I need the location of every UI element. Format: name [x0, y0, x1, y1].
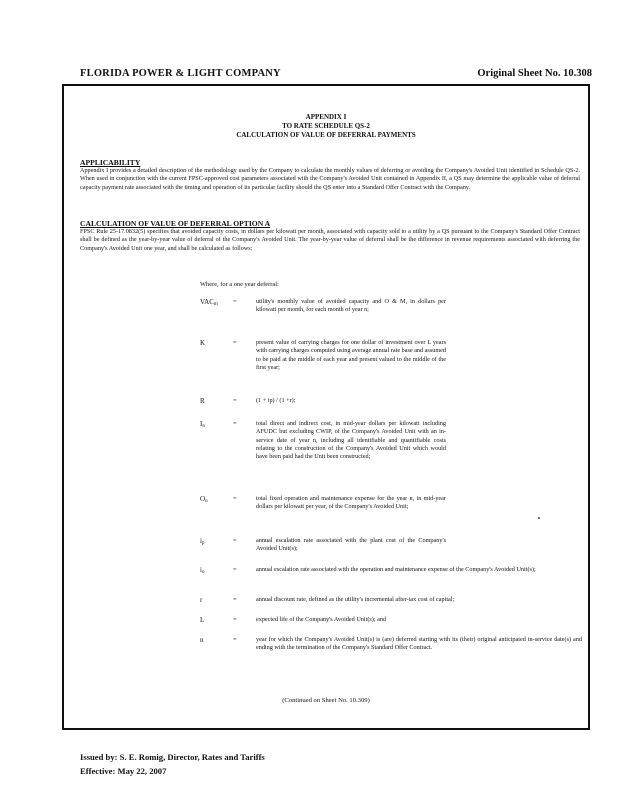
- appendix-title: APPENDIX I: [305, 113, 347, 121]
- continued-note: (Continued on Sheet No. 10.309): [282, 697, 370, 704]
- definition-r: (1 + ip) / (1 +r);: [256, 397, 296, 404]
- equals-sign: =: [233, 397, 237, 404]
- equals-sign: =: [233, 495, 237, 502]
- option-a-heading: CALCULATION OF VALUE OF DEFERRAL OPTION A: [80, 219, 271, 228]
- definition-vac: utility's monthly value of avoided capacity and O & M, in dollars per kilowatt per month, for each month of year n;: [256, 298, 446, 314]
- sheet-number: Original Sheet No. 10.308: [477, 68, 592, 79]
- equals-sign: =: [233, 298, 237, 305]
- symbol-in: $I_n$: [200, 420, 205, 429]
- option-a-text: FPSC Rule 25-17.0832(5) specifies that avoided capacity costs, in dollars per kilowatt per month, associated with capacity sold to a utility by a QS pursuant to the Company's Standard Offer Contract shall be defined as the year-by-year value of deferral of the Company's Avoided Unit. The year-by-year value of deferral shall be the difference in revenue requirements associated with deferring the Company's Avoided Unit one year, and shall be calculated as follows:: [80, 228, 580, 252]
- definition-in: total direct and indirect cost, in mid-year dollars per kilowatt including AFUDC but excluding CWIP, of the Company's Avoided Unit with an in-service date of year n, including all identifiable and quantifiable costs relating to the construction of the Company's Avoided Unit which would have been paid had the Unit been constructed;: [256, 420, 446, 461]
- where-intro: Where, for a one year deferral:: [200, 281, 279, 288]
- symbol-vac: $VAC_m$: [200, 298, 218, 307]
- effective-date: Effective: May 22, 2007: [80, 766, 167, 776]
- definition-ip: annual escalation rate associated with the plant cost of the Company's Avoided Unit(s);: [256, 537, 446, 553]
- symbol-k: K: [200, 339, 206, 347]
- appendix-heading: CALCULATION OF VALUE OF DEFERRAL PAYMENTS: [236, 131, 416, 139]
- symbol-on: $O_n$: [200, 495, 208, 504]
- equals-sign: =: [233, 339, 237, 346]
- symbol-l: L: [200, 616, 205, 624]
- symbol-ip: $i_p$: [200, 537, 205, 546]
- equals-sign: =: [233, 596, 237, 603]
- equals-sign: =: [233, 420, 237, 427]
- equals-sign: =: [233, 616, 237, 623]
- issued-by: Issued by: S. E. Romig, Director, Rates and Tariffs: [80, 752, 265, 762]
- definition-on: total fixed operation and maintenance expense for the year n, in mid-year dollars per kilowatt per year, of the Company's Avoided Unit;: [256, 495, 446, 511]
- symbol-discount-r: r: [200, 596, 203, 604]
- definition-io: annual escalation rate associated with the operation and maintenance expense of the Company's Avoided Unit(s);: [256, 566, 536, 573]
- symbol-io: $i_o$: [200, 566, 205, 575]
- applicability-text: Appendix I provides a detailed description of the methodology used by the Company to calculate the monthly values of deferring or avoiding the Company's Avoided Unit identified in Schedule QS-2. When used in conjunction with the current FPSC-approved cost parameters associated with the Company's Avoided Unit contained in Appendix II, a QS may determine the applicable value of deferral capacity payment rate associated with the timing and operation of its particular facility should the QS enter into a Standard Offer Contract with the Company.: [80, 167, 580, 191]
- appendix-subtitle: TO RATE SCHEDULE QS-2: [282, 122, 370, 130]
- definition-l: expected life of the Company's Avoided Unit(s); and: [256, 616, 387, 623]
- symbol-r: R: [200, 397, 205, 405]
- scan-speck: [538, 517, 540, 519]
- equals-sign: =: [233, 566, 237, 573]
- equals-sign: =: [233, 537, 237, 544]
- company-name: FLORIDA POWER & LIGHT COMPANY: [80, 68, 281, 79]
- definition-discount-r: annual discount rate, defined as the utility's incremental after-tax cost of capital;: [256, 596, 455, 603]
- applicability-heading: APPLICABILITY: [80, 158, 141, 167]
- definition-k: present value of carrying charges for one dollar of investment over L years with carrying charges computed using average annual rate base and assumed to be paid at the middle of each year and present valued to the middle of the first year;: [256, 339, 446, 371]
- equals-sign: =: [233, 636, 237, 643]
- definition-n: year for which the Company's Avoided Unit(s) is (are) deferred starting with its (their) original anticipated in-service date(s) and ending with the termination of the Company's Standard Offer Contract.: [256, 636, 582, 652]
- symbol-n: n: [200, 636, 204, 644]
